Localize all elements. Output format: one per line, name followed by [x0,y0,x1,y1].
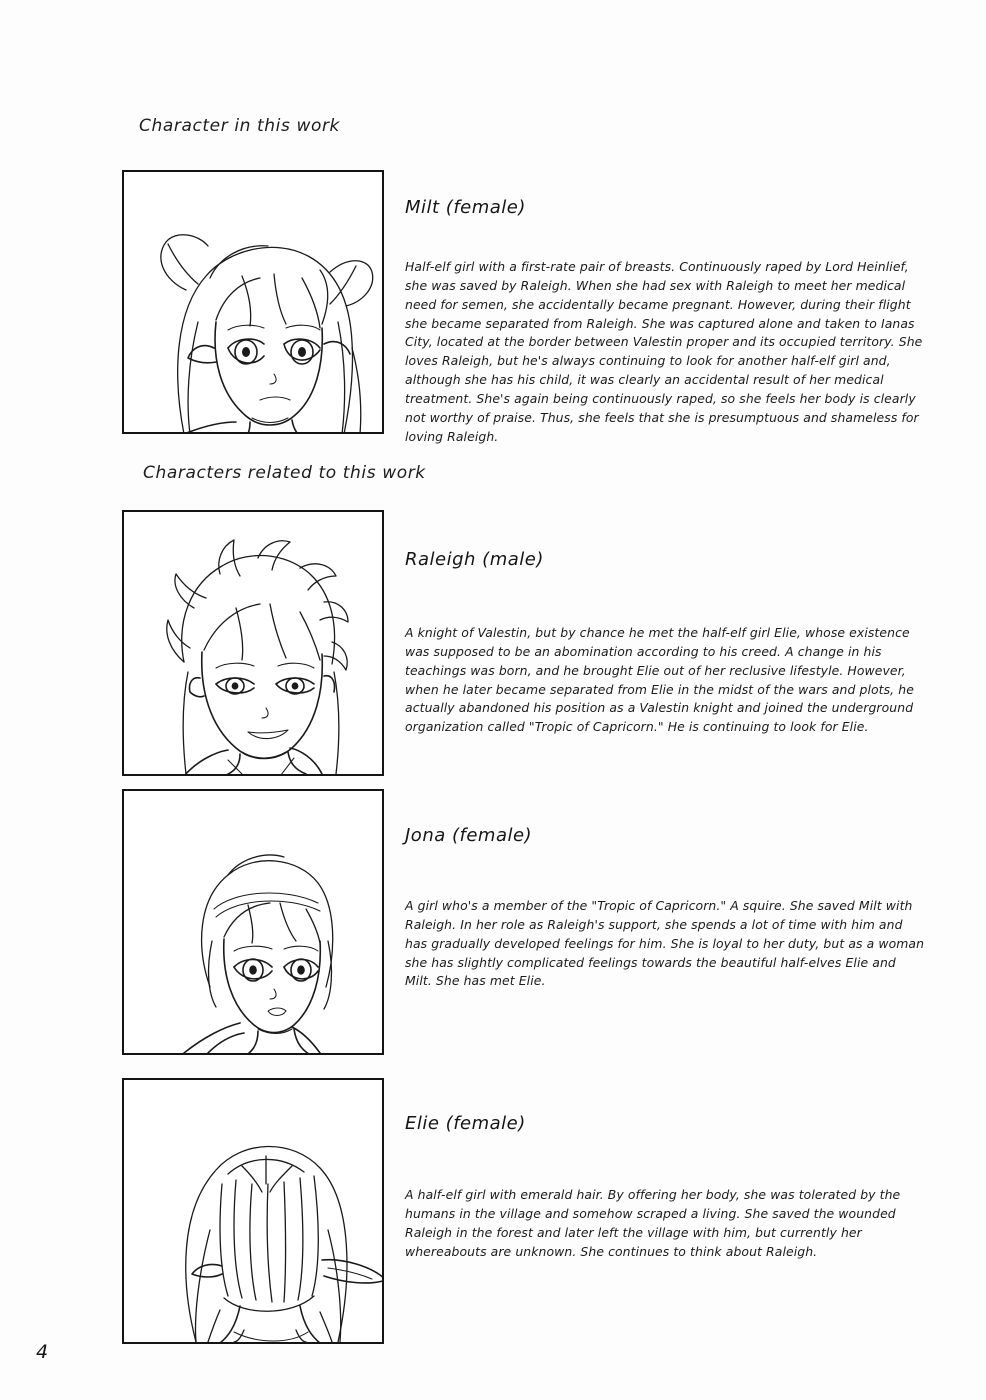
character-name-jona: Jona (female) [405,825,533,846]
section-heading-main: Character in this work [139,116,340,136]
character-description-raleigh: A knight of Valestin, but by chance he met the half-elf girl Elie, whose existence was supposed to be an abomination according to his creed. A change in his teachings was born, and he brought Elie out of her reclusive lifestyle. However, when he later became separated from Elie in the midst of the wars and plots, he actually abandoned his position as a Valestin knight and joined the underground organization called "Tropic of Capricorn." He is continuing to look for Elie. [405,625,914,735]
section-heading-related: Characters related to this work [143,463,426,483]
milt-portrait-frame [122,170,384,434]
jona-portrait-art [124,791,382,1053]
page-number: 4 [36,1341,49,1363]
character-name-elie: Elie (female) [405,1113,526,1134]
milt-portrait-art [124,172,382,432]
character-description-milt: Half-elf girl with a first-rate pair of breasts. Continuously raped by Lord Heinlief, she was saved by Raleigh. When she had sex with Raleigh to meet her medical need for semen, she accidentally became pregnant. However, during their flight she became separated from Raleigh. She was captured alone and taken to Ianas City, located at the border between Valestin proper and its occupied territory. She loves Raleigh, but he's always continuing to look for another half-elf girl and, although she has his child, it was clearly an accidental result of her medical treatment. She's again being continuously raped, so she feels her body is clearly not worthy of praise. Thus, she feels that she is presumptuous and shameless for loving Raleigh. [405,259,923,444]
character-name-raleigh: Raleigh (male) [405,549,544,570]
character-name-milt: Milt (female) [405,197,526,218]
elie-portrait-frame [122,1078,384,1344]
elie-portrait-art [124,1080,382,1342]
jona-portrait-frame [122,789,384,1055]
character-description-elie: A half-elf girl with emerald hair. By offering her body, she was tolerated by the humans in the village and somehow scraped a living. She saved the wounded Raleigh in the forest and later left the village with him, but currently her whereabouts are unknown. She continues to think about Raleigh. [405,1187,901,1259]
character-description-jona: A girl who's a member of the "Tropic of Capricorn." A squire. She saved Milt with Raleigh. In her role as Raleigh's support, she spends a lot of time with him and has gradually developed feelings for him. She is loyal to her duty, but as a woman she has slightly complicated feelings towards the beautiful half-elves Elie and Milt. She has met Elie. [405,898,925,989]
raleigh-portrait-art [124,512,382,774]
raleigh-portrait-frame [122,510,384,776]
